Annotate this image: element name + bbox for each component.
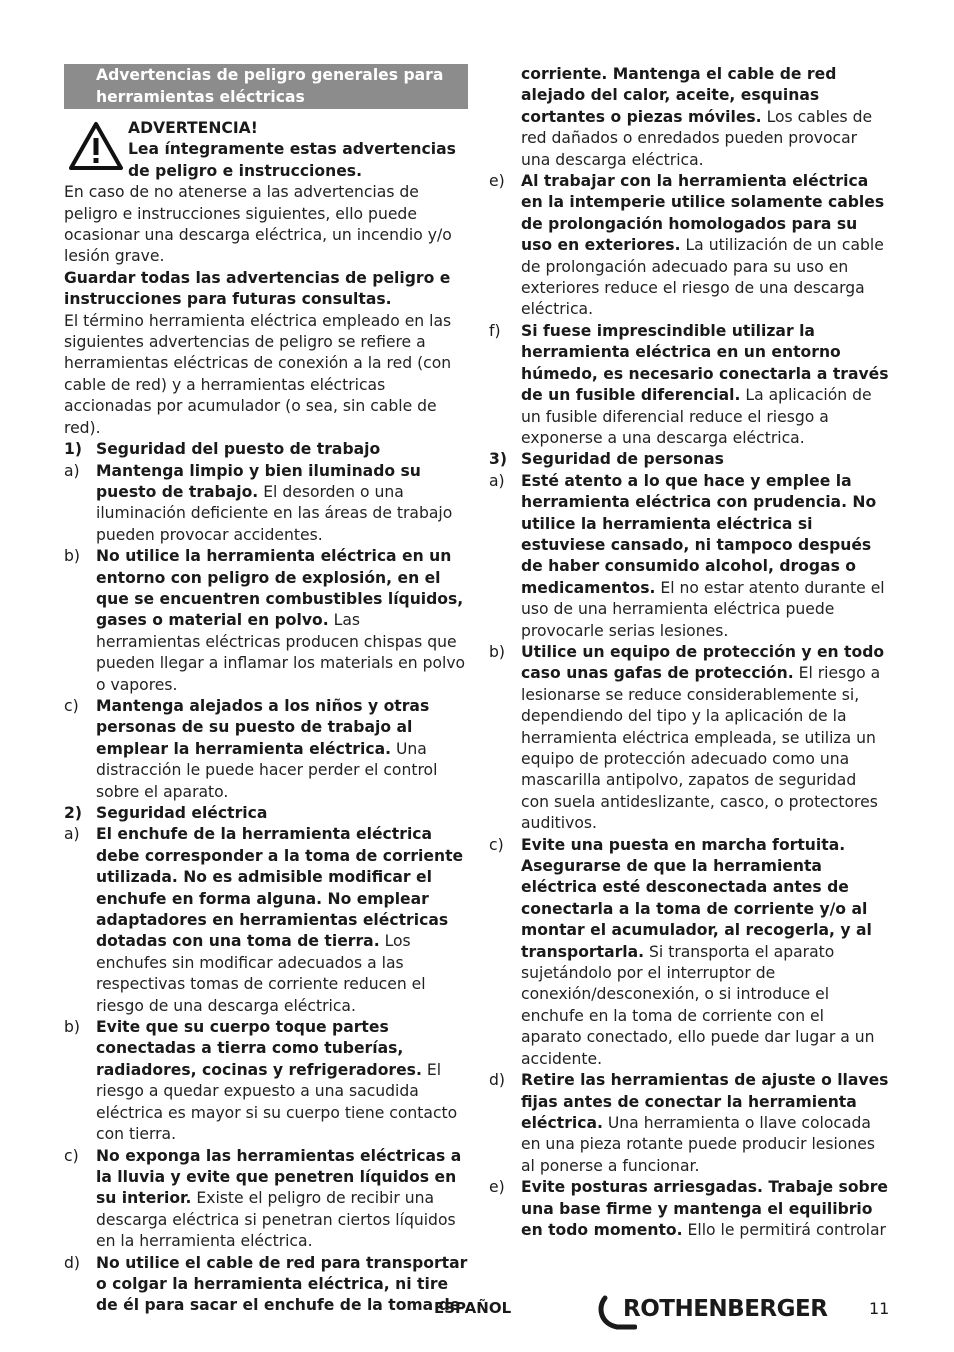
item-text: Si transporta el aparato sujetándolo por el interruptor de conexión/desconexión, o si introduce el enchufe en la toma de corriente con el aparato conectado, ello puede dar lugar a un accidente. xyxy=(521,942,875,1068)
brand-name: ROTHENBERGER xyxy=(623,1296,828,1322)
item-text: Ello le permitirá controlar xyxy=(682,1220,886,1239)
section-title: Seguridad del puesto de trabajo xyxy=(96,440,381,459)
item-bold-text: Mantenga limpio y bien iluminado su puesto de trabajo. xyxy=(96,461,421,501)
right-column xyxy=(489,64,889,1241)
item-label: e) xyxy=(489,1178,505,1197)
item-text: Una herramienta o llave colocada en una pieza rotante puede producir lesiones al ponerse a funcionar. xyxy=(521,1113,875,1175)
section-2-list xyxy=(64,824,468,1316)
item-bold-text: Evite posturas arriesgadas. Trabaje sobre una base firme y mantenga el equilibrio en todo momento. xyxy=(521,1178,888,1239)
warning-block xyxy=(64,118,468,182)
item-label: a) xyxy=(64,825,80,844)
warning-text: Lea íntegramente estas advertencias de peligro e instrucciones. xyxy=(128,140,456,180)
section-heading-3 xyxy=(489,449,889,470)
section-banner: Advertencias de peligro generales para herramientas eléctricas xyxy=(64,64,468,109)
section-2-list-continued xyxy=(489,171,889,449)
item-bold-text: Mantenga alejados a los niños y otras personas de su puesto de trabajo al emplear la herramienta eléctrica. xyxy=(96,696,430,758)
section-title: Seguridad eléctrica xyxy=(96,804,268,822)
definition-paragraph: El término herramienta eléctrica empleado en las siguientes advertencias de peligro se refiere a herramientas eléctricas de conexión a la red (con cable de red) y a herramientas eléctricas accionadas por acumulador (o sea, sin cable de red). xyxy=(64,311,452,437)
item-text: El no estar atento durante el uso de una herramienta eléctrica puede provocarle serias lesiones. xyxy=(521,578,885,640)
list-item-continuation xyxy=(489,64,889,171)
item-text: Existe el peligro de recibir una descarga eléctrica si penetran ciertos líquidos en la herramienta eléctrica. xyxy=(96,1189,456,1251)
item-text: La aplicación de un fusible diferencial reduce el riesgo a exponerse a una descarga eléctrica. xyxy=(521,386,872,447)
item-label: f) xyxy=(489,321,501,340)
save-instructions-note: Guardar todas las advertencias de peligro e instrucciones para futuras consultas. xyxy=(64,268,451,309)
item-text: Los cables de red dañados o enredados pueden provocar una descarga eléctrica. xyxy=(521,107,873,169)
item-bold-text: Evite que su cuerpo toque partes conectadas a tierra como tuberías, radiadores, cocinas y refrigeradores. xyxy=(96,1018,422,1079)
intro-paragraph: En caso de no atenerse a las advertencias de peligro e instrucciones siguientes, ello puede ocasionar una descarga eléctrica, un incendio y/o lesión grave. xyxy=(64,183,452,266)
item-text: Los enchufes sin modificar adecuados a las respectivas tomas de corriente reducen el riesgo de una descarga eléctrica. xyxy=(96,932,426,1015)
list-item xyxy=(64,696,468,803)
item-bold-text: Retire las herramientas de ajuste o llaves fijas antes de conectar la herramienta eléctrica. xyxy=(521,1071,889,1132)
item-bold-text: No utilice la herramienta eléctrica en un entorno con peligro de explosión, en el que se encuentren combustibles líquidos, gases o material en polvo. xyxy=(96,547,464,630)
item-bold-text: No utilice el cable de red para transportar o colgar la herramienta eléctrica, ni tire de él para sacar el enchufe de la toma de xyxy=(96,1253,468,1315)
item-bold-text: corriente. Mantenga el cable de red alejado del calor, aceite, esquinas cortantes o piezas móviles. xyxy=(521,65,837,126)
item-text: Las herramientas eléctricas producen chispas que pueden llegar a inflamar los materials en polvo o vapores. xyxy=(96,611,466,694)
list-item xyxy=(64,1146,468,1253)
section-number: 1) xyxy=(64,440,82,459)
item-text: El riesgo a quedar expuesto a una sacudida eléctrica es mayor si su cuerpo tiene contacto con tierra. xyxy=(96,1060,458,1144)
section-number: 2) xyxy=(64,804,82,822)
item-bold-text: Al trabajar con la herramienta eléctrica en la intemperie utilice solamente cables de prolongación homologados para su uso en exteriores. xyxy=(521,172,885,255)
list-item xyxy=(64,461,468,547)
item-bold-text: Utilice un equipo de protección y en todo caso unas gafas de protección. xyxy=(521,642,885,683)
section-1-list xyxy=(64,461,468,804)
left-column xyxy=(64,64,468,1317)
item-label: c) xyxy=(64,1146,79,1165)
item-bold-text: No exponga las herramientas eléctricas a la lluvia y evite que penetren líquidos en su interior. xyxy=(96,1146,462,1208)
list-item xyxy=(64,1017,468,1145)
brand-logo xyxy=(597,1294,835,1330)
item-label: b) xyxy=(489,642,505,661)
footer-language: ESPAÑOL xyxy=(434,1299,512,1317)
item-text: El riesgo a lesionarse se reduce considerablemente si, dependiendo del tipo y la aplicación de la herramienta eléctrica empleada, se utiliza un equipo de protección adecuado como una mascarilla antipolvo, zapatos de seguridad con suela antideslizante, casco, o protectores auditivos. xyxy=(521,664,881,833)
page-number: 11 xyxy=(869,1299,890,1318)
list-item xyxy=(489,642,889,835)
item-label: c) xyxy=(64,696,79,715)
warning-title: ADVERTENCIA! xyxy=(128,119,258,137)
section-heading-1 xyxy=(64,439,468,460)
item-label: d) xyxy=(64,1253,80,1272)
item-bold-text: Esté atento a lo que hace y emplee la herramienta eléctrica con prudencia. No utilice la herramienta eléctrica si estuviese cansado, ni tampoco después de haber consumido alcohol, drogas o medicamentos. xyxy=(521,471,877,597)
list-item xyxy=(64,546,468,696)
list-item xyxy=(64,824,468,1017)
item-bold-text: Evite una puesta en marcha fortuita. Asegurarse de que la herramienta eléctrica esté desconectada antes de conectarla a la toma de corriente y/o al montar el acumulador, al recogerla, y al transportarla. xyxy=(521,835,872,961)
list-item xyxy=(64,1253,468,1317)
list-item xyxy=(489,171,889,321)
item-text: El desorden o una iluminación deficiente en las áreas de trabajo pueden provocar accidentes. xyxy=(96,482,453,544)
item-label: c) xyxy=(489,835,504,854)
warning-triangle-icon xyxy=(68,121,124,171)
item-bold-text: Si fuese imprescindible utilizar la herramienta eléctrica en un entorno húmedo, es necesario conectarla a través de un fusible diferencial. xyxy=(521,321,889,405)
item-label: e) xyxy=(489,172,505,191)
item-label: b) xyxy=(64,547,80,566)
list-item xyxy=(489,471,889,642)
item-label: a) xyxy=(64,461,80,480)
list-item xyxy=(489,835,889,1070)
item-label: b) xyxy=(64,1018,80,1037)
list-item xyxy=(489,1070,889,1177)
item-label: a) xyxy=(489,471,505,490)
item-text: La utilización de un cable de prolongación adecuado para su uso en exteriores reduce el riesgo de una descarga eléctrica. xyxy=(521,236,884,319)
section-3-list xyxy=(489,471,889,1242)
section-heading-2 xyxy=(64,803,468,824)
list-item xyxy=(489,321,889,449)
section-title: Seguridad de personas xyxy=(521,450,724,469)
list-item xyxy=(489,1177,889,1241)
section-number: 3) xyxy=(489,450,507,469)
item-bold-text: El enchufe de la herramienta eléctrica debe corresponder a la toma de corriente utilizada. No es admisible modificar el enchufe en forma alguna. No emplear adaptadores en herramientas eléctricas dotadas con una toma de tierra. xyxy=(96,825,464,951)
item-text: Una distracción le puede hacer perder el control sobre el aparato. xyxy=(96,739,438,801)
item-label: d) xyxy=(489,1071,505,1090)
